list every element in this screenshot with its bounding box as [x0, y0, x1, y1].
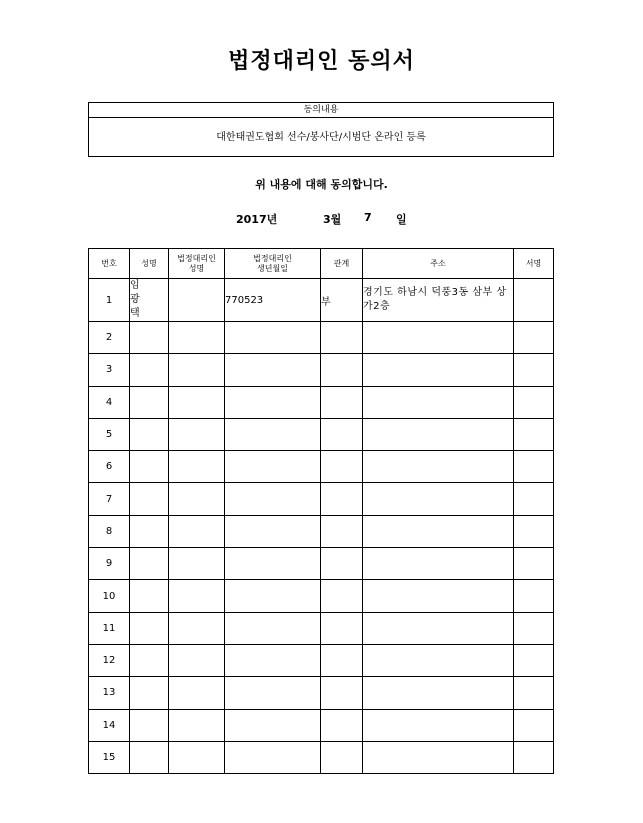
- cell-guardian-birth[interactable]: [225, 483, 321, 515]
- cell-name[interactable]: [130, 483, 169, 515]
- cell-guardian-birth[interactable]: [225, 644, 321, 676]
- cell-guardian-birth[interactable]: [225, 322, 321, 354]
- header-signature: 서명: [514, 249, 554, 279]
- cell-name[interactable]: [130, 386, 169, 418]
- table-row: [89, 741, 554, 773]
- cell-relation[interactable]: [321, 322, 363, 354]
- cell-relation[interactable]: [321, 354, 363, 386]
- cell-guardian-birth[interactable]: [225, 386, 321, 418]
- cell-name[interactable]: [130, 644, 169, 676]
- header-relation: 관계: [321, 249, 363, 279]
- cell-num: 12: [89, 644, 130, 676]
- cell-signature[interactable]: [514, 677, 554, 709]
- cell-guardian-name[interactable]: [169, 451, 225, 483]
- cell-name[interactable]: [130, 677, 169, 709]
- cell-guardian-name[interactable]: [169, 279, 225, 322]
- cell-address[interactable]: [363, 709, 514, 741]
- cell-guardian-name[interactable]: [169, 580, 225, 612]
- cell-name[interactable]: [130, 515, 169, 547]
- cell-num: 14: [89, 709, 130, 741]
- cell-guardian-birth[interactable]: [225, 451, 321, 483]
- cell-guardian-birth[interactable]: [225, 709, 321, 741]
- cell-signature[interactable]: [514, 451, 554, 483]
- cell-signature[interactable]: [514, 354, 554, 386]
- cell-guardian-name[interactable]: [169, 483, 225, 515]
- cell-address[interactable]: 경기도 하남시 덕풍3동 삼부 상가2층: [363, 279, 514, 322]
- cell-name[interactable]: [130, 741, 169, 773]
- cell-signature[interactable]: [514, 322, 554, 354]
- header-num: 번호: [89, 249, 130, 279]
- table-row: [89, 322, 554, 354]
- cell-num: 1: [89, 279, 130, 322]
- header-guardian-name: 법정대리인 성명: [169, 249, 225, 279]
- cell-guardian-name[interactable]: [169, 677, 225, 709]
- cell-address[interactable]: [363, 354, 514, 386]
- cell-address[interactable]: [363, 612, 514, 644]
- cell-relation[interactable]: [321, 677, 363, 709]
- cell-relation[interactable]: 부: [321, 279, 363, 322]
- cell-relation[interactable]: [321, 644, 363, 676]
- cell-guardian-birth[interactable]: [225, 741, 321, 773]
- cell-name[interactable]: [130, 580, 169, 612]
- table-row: [89, 279, 554, 322]
- cell-num: 3: [89, 354, 130, 386]
- cell-guardian-name[interactable]: [169, 354, 225, 386]
- date-month: 3월: [323, 213, 342, 226]
- cell-name[interactable]: [130, 548, 169, 580]
- cell-num: 8: [89, 515, 130, 547]
- table-row: [89, 644, 554, 676]
- header-name: 성명: [130, 249, 169, 279]
- cell-signature[interactable]: [514, 483, 554, 515]
- cell-name[interactable]: [130, 418, 169, 450]
- cell-guardian-name[interactable]: [169, 418, 225, 450]
- consent-header: 동의내용: [89, 103, 553, 118]
- cell-signature[interactable]: [514, 709, 554, 741]
- cell-address[interactable]: [363, 418, 514, 450]
- cell-relation[interactable]: [321, 483, 363, 515]
- cell-signature[interactable]: [514, 279, 554, 322]
- table-row: [89, 483, 554, 515]
- cell-address[interactable]: [363, 677, 514, 709]
- cell-num: 15: [89, 741, 130, 773]
- header-address: 주소: [363, 249, 514, 279]
- cell-num: 2: [89, 322, 130, 354]
- date-day-label: 일: [396, 213, 407, 226]
- cell-guardian-birth[interactable]: [225, 677, 321, 709]
- cell-num: 10: [89, 580, 130, 612]
- consent-box: [88, 102, 554, 157]
- cell-guardian-birth[interactable]: 770523: [225, 279, 321, 322]
- cell-guardian-birth[interactable]: [225, 418, 321, 450]
- cell-address[interactable]: [363, 386, 514, 418]
- table-row: [89, 515, 554, 547]
- cell-guardian-birth[interactable]: [225, 548, 321, 580]
- cell-address[interactable]: [363, 515, 514, 547]
- cell-relation[interactable]: [321, 741, 363, 773]
- table-row: [89, 354, 554, 386]
- cell-signature[interactable]: [514, 418, 554, 450]
- cell-guardian-name[interactable]: [169, 386, 225, 418]
- document-title: 법정대리인 동의서: [228, 49, 415, 74]
- cell-num: 13: [89, 677, 130, 709]
- cell-name[interactable]: [130, 451, 169, 483]
- cell-num: 4: [89, 386, 130, 418]
- cell-name[interactable]: [130, 612, 169, 644]
- cell-num: 11: [89, 612, 130, 644]
- cell-name[interactable]: [130, 354, 169, 386]
- cell-address[interactable]: [363, 483, 514, 515]
- cell-num: 7: [89, 483, 130, 515]
- date-day-value: 7: [364, 211, 372, 224]
- cell-name[interactable]: 임 광 택: [130, 279, 169, 322]
- cell-relation[interactable]: [321, 418, 363, 450]
- cell-guardian-name[interactable]: [169, 515, 225, 547]
- cell-signature[interactable]: [514, 741, 554, 773]
- cell-relation[interactable]: [321, 515, 363, 547]
- cell-guardian-birth[interactable]: [225, 515, 321, 547]
- table-row: [89, 386, 554, 418]
- cell-guardian-name[interactable]: [169, 548, 225, 580]
- cell-relation[interactable]: [321, 548, 363, 580]
- cell-signature[interactable]: [514, 612, 554, 644]
- cell-address[interactable]: [363, 322, 514, 354]
- cell-relation[interactable]: [321, 612, 363, 644]
- cell-guardian-name[interactable]: [169, 322, 225, 354]
- cell-signature[interactable]: [514, 644, 554, 676]
- cell-signature[interactable]: [514, 580, 554, 612]
- cell-signature[interactable]: [514, 548, 554, 580]
- cell-guardian-name[interactable]: [169, 612, 225, 644]
- cell-signature[interactable]: [514, 515, 554, 547]
- cell-address[interactable]: [363, 580, 514, 612]
- agree-statement: 위 내용에 대해 동의합니다.: [255, 178, 388, 191]
- table-row: [89, 580, 554, 612]
- table-row: [89, 548, 554, 580]
- header-guardian-birth: 법정대리인 생년월일: [225, 249, 321, 279]
- cell-guardian-birth[interactable]: [225, 612, 321, 644]
- cell-address[interactable]: [363, 451, 514, 483]
- cell-guardian-name[interactable]: [169, 644, 225, 676]
- cell-address[interactable]: [363, 741, 514, 773]
- cell-address[interactable]: [363, 644, 514, 676]
- cell-num: 9: [89, 548, 130, 580]
- cell-relation[interactable]: [321, 451, 363, 483]
- table-row: [89, 451, 554, 483]
- date-year: 2017년: [236, 213, 278, 226]
- cell-guardian-birth[interactable]: [225, 580, 321, 612]
- cell-num: 5: [89, 418, 130, 450]
- cell-guardian-birth[interactable]: [225, 354, 321, 386]
- table-row: [89, 709, 554, 741]
- cell-signature[interactable]: [514, 386, 554, 418]
- cell-num: 6: [89, 451, 130, 483]
- cell-relation[interactable]: [321, 580, 363, 612]
- cell-guardian-name[interactable]: [169, 741, 225, 773]
- table-header-row: [89, 249, 554, 279]
- cell-relation[interactable]: [321, 386, 363, 418]
- cell-name[interactable]: [130, 322, 169, 354]
- table-row: [89, 677, 554, 709]
- consent-body: 대한태권도협회 선수/봉사단/시범단 온라인 등록: [216, 132, 426, 143]
- table-row: [89, 418, 554, 450]
- cell-name[interactable]: [130, 709, 169, 741]
- cell-guardian-name[interactable]: [169, 709, 225, 741]
- signature-table: [88, 248, 554, 774]
- cell-address[interactable]: [363, 548, 514, 580]
- table-row: [89, 612, 554, 644]
- cell-relation[interactable]: [321, 709, 363, 741]
